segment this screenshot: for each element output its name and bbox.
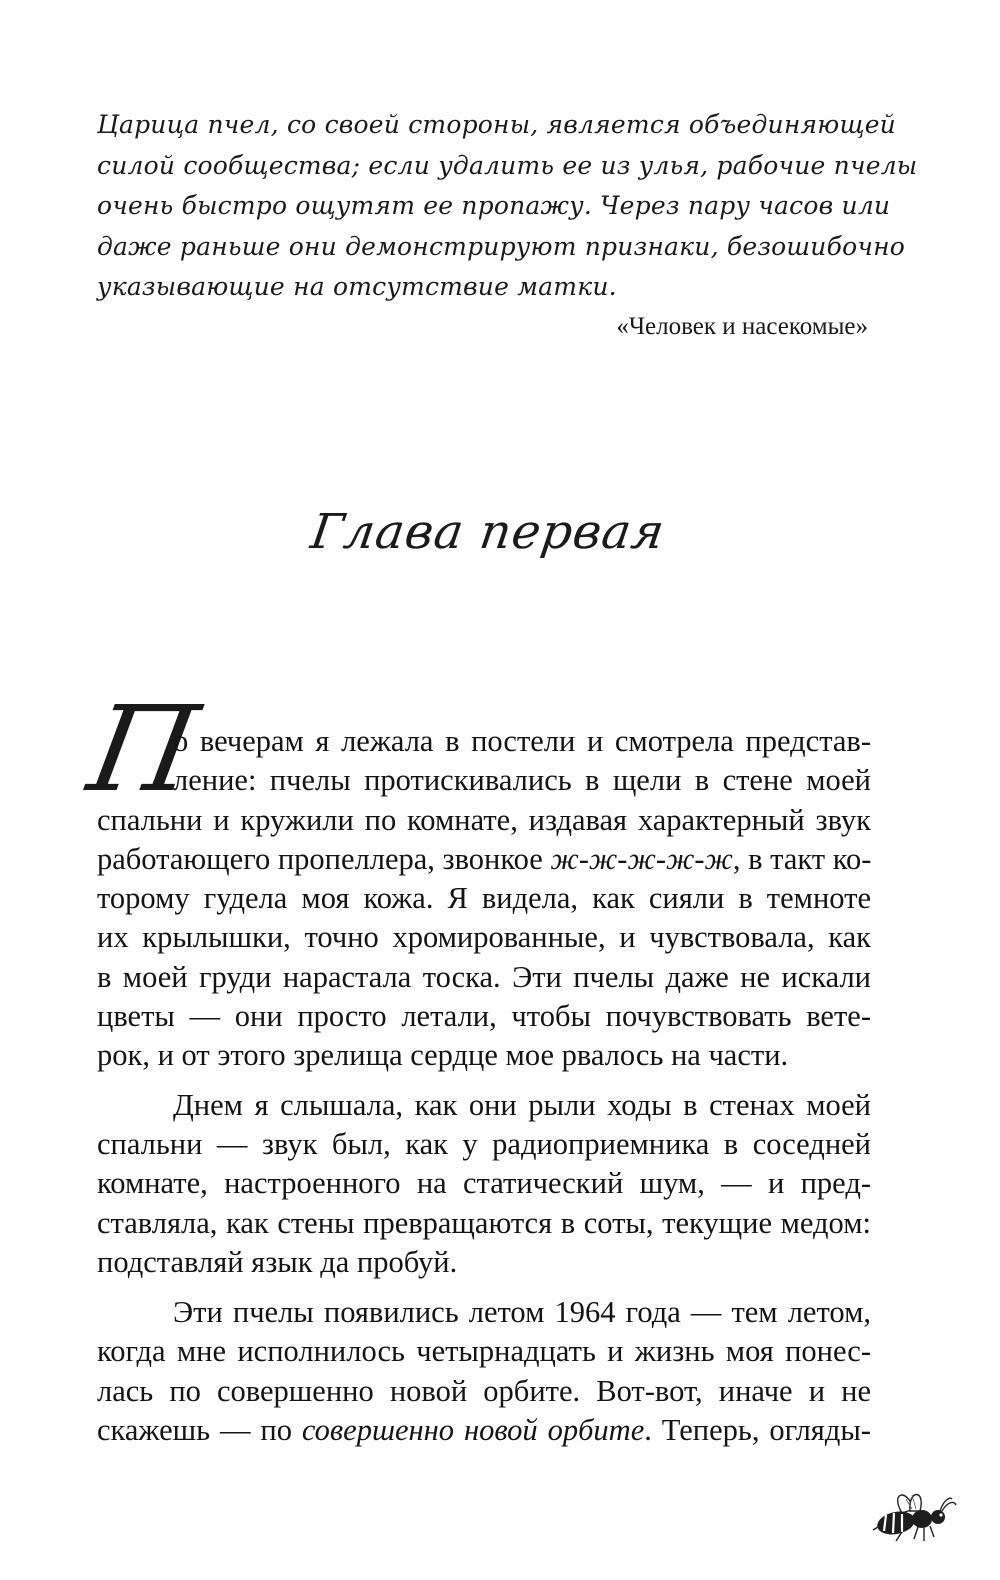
- epigraph-line: силой сообщества; если удалить ее из улья, рабочие пчелы: [97, 150, 918, 180]
- paragraph-line: их крылышки, точно хромированные, и чувствовала, как: [97, 920, 871, 955]
- paragraph-line: [97, 1411, 871, 1450]
- text-run: работающего пропеллера, звонкое: [97, 841, 551, 876]
- drop-cap: П: [79, 680, 208, 818]
- paragraph-line: торому гудела моя кожа. Я видела, как сияли в темноте: [97, 881, 871, 916]
- bee-icon: [872, 1487, 960, 1545]
- paragraph-line: рок, и от этого зрелища сердце мое рвалось на части.: [97, 1038, 789, 1073]
- epigraph-line: очень быстро ощутят ее пропажу. Через пару часов или: [97, 191, 891, 220]
- paragraph-line: подставляй язык да пробуй.: [97, 1244, 458, 1279]
- paragraph-line: ление: пчелы протискивались в щели в стене моей: [173, 763, 871, 798]
- text-run: скажешь — по: [97, 1413, 302, 1448]
- emphasis-text: совершенно новой орбите: [301, 1413, 645, 1448]
- paragraph-line: Днем я слышала, как они рыли ходы в стенах моей: [173, 1087, 871, 1122]
- paragraph-line: когда мне исполнилось четырнадцать и жизнь моя понес-: [97, 1334, 871, 1369]
- paragraph-line: [97, 840, 871, 879]
- paragraph-line: о вечерам я лежала в постели и смотрела представ-: [173, 724, 871, 758]
- paragraph-line: комнате, настроенного на статический шум, — и пред-: [97, 1166, 871, 1201]
- epigraph-line: Царица пчел, со своей стороны, является объединяющей: [97, 110, 896, 139]
- paragraph-line: спальни и кружили по комнате, издавая характерный звук: [97, 802, 871, 837]
- paragraph-line: ставляла, как стены превращаются в соты, текущие медом:: [97, 1205, 871, 1240]
- paragraph-line: цветы — они просто летали, чтобы почувствовать вете-: [97, 999, 871, 1034]
- chapter-title: Глава первая: [307, 504, 669, 560]
- epigraph-line: даже раньше они демонстрируют признаки, безошибочно: [97, 231, 905, 261]
- text-run: , в такт ко-: [732, 841, 872, 876]
- epigraph-line: указывающие на отсутствие матки.: [97, 272, 617, 301]
- paragraph-line: лась по совершенно новой орбите. Вот-вот, иначе и не: [97, 1373, 871, 1408]
- epigraph-source: «Человек и насекомые»: [616, 313, 868, 340]
- body-text: [97, 722, 871, 1450]
- epigraph: [97, 105, 918, 308]
- emphasis-text: ж-ж-ж-ж-ж: [550, 841, 733, 876]
- paragraph-line: спальни — звук был, как у радиоприемника в соседней: [97, 1126, 871, 1161]
- paragraph-line: в моей груди нарастала тоска. Эти пчелы даже не искали: [97, 959, 871, 994]
- paragraph-line: Эти пчелы появились летом 1964 года — тем летом,: [173, 1295, 871, 1330]
- text-run: . Теперь, огляды-: [644, 1413, 872, 1448]
